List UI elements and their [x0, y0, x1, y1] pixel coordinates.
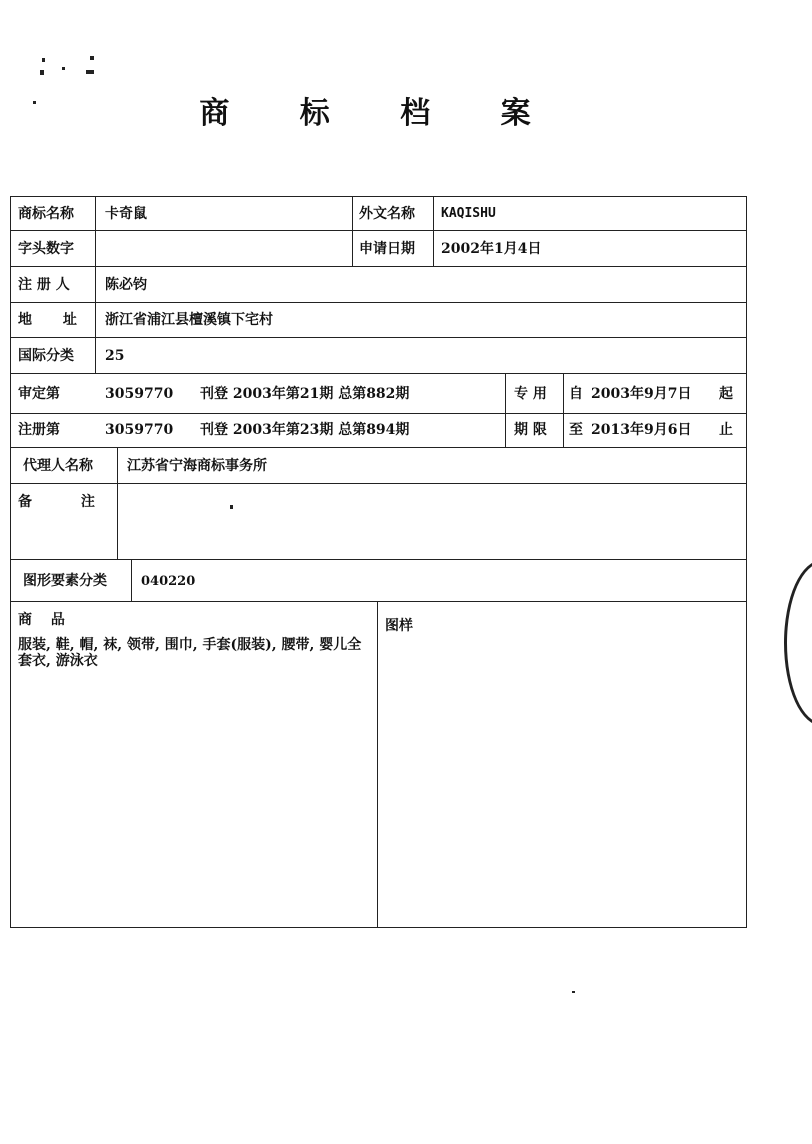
initials-label: 字头数字 [18, 241, 74, 257]
application-date-label: 申请日期 [359, 241, 415, 257]
exclusive-from-date: 2003年9月7日 [591, 386, 692, 402]
review-number: 3059770 [105, 386, 174, 402]
application-date-value: 2002年1月4日 [441, 241, 542, 257]
foreign-name-label: 外文名称 [359, 206, 415, 222]
trademark-name-label: 商标名称 [18, 206, 74, 222]
review-label: 审定第 [18, 386, 60, 402]
remarks-label: 备 注 [18, 494, 95, 510]
figure-class-value: 040220 [141, 574, 196, 589]
term-label: 期 限 [514, 422, 547, 438]
registration-label: 注册第 [18, 422, 60, 438]
address-label: 地 址 [18, 312, 77, 328]
agent-label: 代理人名称 [23, 458, 93, 474]
term-to-suffix: 止 [719, 422, 733, 438]
foreign-name-value: KAQISHU [441, 206, 496, 221]
term-to-prefix: 至 [569, 422, 583, 438]
term-to-date: 2013年9月6日 [591, 422, 692, 438]
goods-value: 服装, 鞋, 帽, 袜, 领带, 围巾, 手套(服装), 腰带, 婴儿全套衣, 游泳衣 [18, 637, 362, 669]
intl-class-label: 国际分类 [18, 348, 74, 364]
specimen-label: 图样 [385, 618, 413, 634]
exclusive-from-suffix: 起 [719, 386, 733, 402]
registrant-label: 注 册 人 [18, 277, 70, 293]
registration-publication: 刊登 2003年第23期 总第894期 [200, 422, 410, 438]
goods-label: 商 品 [18, 612, 65, 628]
registrant-value: 陈必钧 [105, 277, 147, 293]
agent-value: 江苏省宁海商标事务所 [127, 458, 267, 474]
review-publication: 刊登 2003年第21期 总第882期 [200, 386, 410, 402]
trademark-name-value: 卡奇鼠 [105, 206, 147, 222]
registration-number: 3059770 [105, 422, 174, 438]
trademark-record-table [10, 196, 747, 928]
seal-stamp-fragment [784, 560, 812, 726]
exclusive-label: 专 用 [514, 386, 547, 402]
page-title: 商 标 档 案 [199, 96, 561, 131]
address-value: 浙江省浦江县檀溪镇下宅村 [105, 312, 273, 328]
intl-class-value: 25 [105, 348, 125, 364]
exclusive-from-prefix: 自 [569, 386, 583, 402]
figure-class-label: 图形要素分类 [23, 573, 107, 589]
